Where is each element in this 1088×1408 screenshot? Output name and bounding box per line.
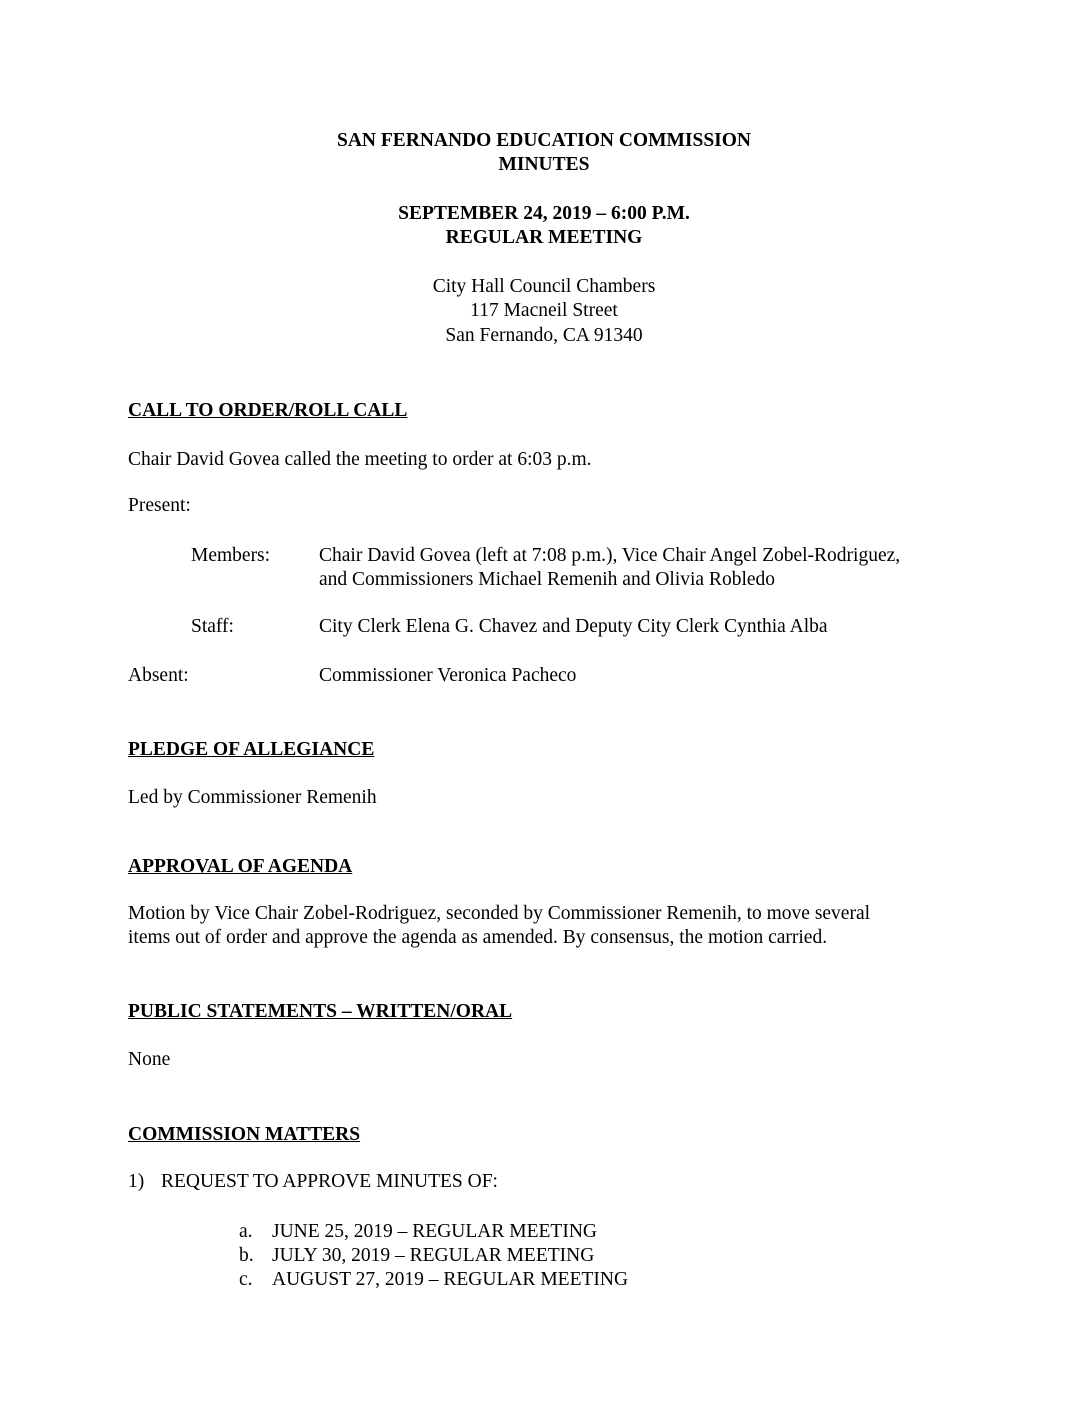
meeting-date: SEPTEMBER 24, 2019 – 6:00 P.M.	[398, 203, 690, 224]
subitem-c-letter: c.	[239, 1269, 253, 1290]
approval-agenda-heading: APPROVAL OF AGENDA	[128, 856, 353, 877]
commission-title: SAN FERNANDO EDUCATION COMMISSION	[336, 130, 752, 151]
public-statements-text: None	[128, 1049, 171, 1070]
pledge-heading: PLEDGE OF ALLEGIANCE	[128, 739, 375, 760]
meeting-type: REGULAR MEETING	[445, 227, 643, 248]
approval-agenda-line-2: items out of order and approve the agenda as amended. By consensus, the motion carried.	[128, 927, 828, 948]
staff-label: Staff:	[191, 616, 234, 637]
members-line-1: Chair David Govea (left at 7:08 p.m.), Vice Chair Angel Zobel-Rodriguez,	[319, 545, 901, 566]
call-to-order-heading: CALL TO ORDER/ROLL CALL	[128, 400, 408, 421]
subitem-b-letter: b.	[239, 1245, 254, 1266]
minutes-title: MINUTES	[498, 154, 590, 175]
address-line-3: San Fernando, CA 91340	[445, 325, 643, 346]
public-statements-heading: PUBLIC STATEMENTS – WRITTEN/ORAL	[128, 1001, 513, 1022]
members-label: Members:	[191, 545, 271, 566]
subitem-b-text: JULY 30, 2019 – REGULAR MEETING	[272, 1245, 595, 1266]
present-label: Present:	[128, 495, 191, 516]
absent-label: Absent:	[128, 665, 189, 686]
subitem-a-letter: a.	[239, 1221, 253, 1242]
subitem-c-text: AUGUST 27, 2019 – REGULAR MEETING	[272, 1269, 629, 1290]
item-1-number: 1)	[128, 1171, 145, 1192]
absent-text: Commissioner Veronica Pacheco	[319, 665, 577, 686]
item-1-text: REQUEST TO APPROVE MINUTES OF:	[161, 1171, 498, 1192]
approval-agenda-line-1: Motion by Vice Chair Zobel-Rodriguez, seconded by Commissioner Remenih, to move several	[128, 903, 871, 924]
staff-text: City Clerk Elena G. Chavez and Deputy City Clerk Cynthia Alba	[319, 616, 828, 637]
address-line-2: 117 Macneil Street	[470, 300, 618, 321]
commission-matters-heading: COMMISSION MATTERS	[128, 1124, 361, 1145]
pledge-text: Led by Commissioner Remenih	[128, 787, 377, 808]
subitem-a-text: JUNE 25, 2019 – REGULAR MEETING	[272, 1221, 597, 1242]
address-line-1: City Hall Council Chambers	[432, 276, 656, 297]
call-to-order-text: Chair David Govea called the meeting to order at 6:03 p.m.	[128, 449, 592, 470]
members-line-2: and Commissioners Michael Remenih and Olivia Robledo	[319, 569, 776, 590]
